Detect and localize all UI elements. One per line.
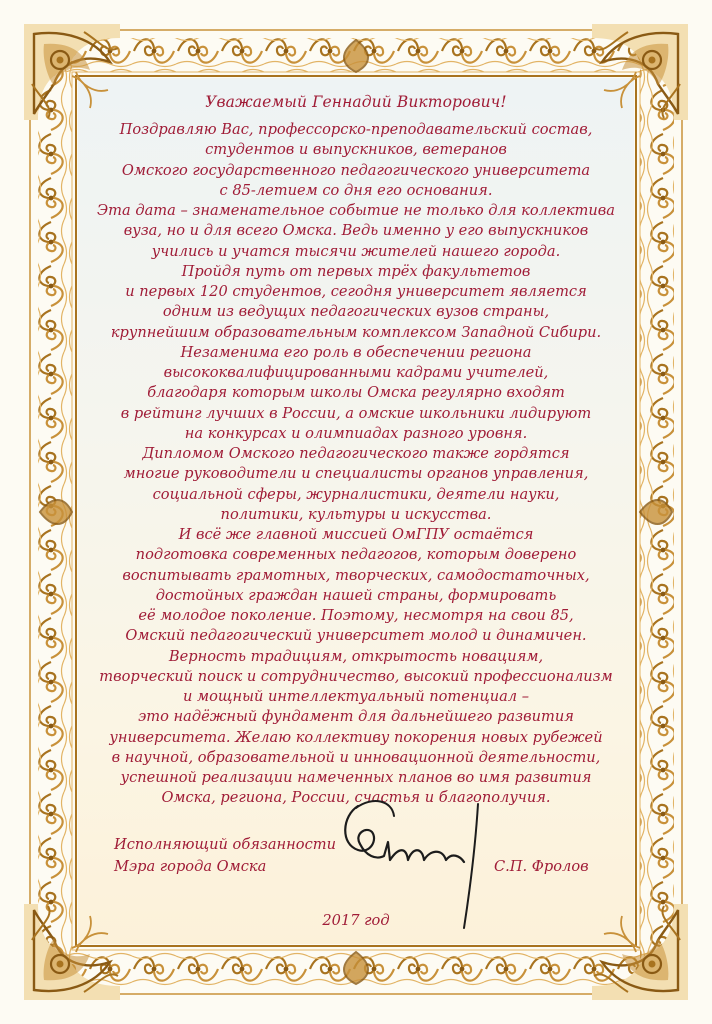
letter-line: Омский педагогический университет молод и динамичен. bbox=[125, 627, 587, 645]
letter-line: Пройдя путь от первых трёх факультетов bbox=[181, 262, 531, 280]
letter-line: благодаря которым школы Омска регулярно входят bbox=[147, 384, 565, 402]
letter-greeting: Уважаемый Геннадий Викторович! bbox=[205, 93, 507, 111]
letter-line: Омска, региона, России, счастья и благополучия. bbox=[161, 789, 551, 807]
letter-line: одним из ведущих педагогических вузов страны, bbox=[162, 303, 550, 321]
letter-line: политики, культуры и искусства. bbox=[220, 505, 492, 523]
letter-line: Поздравляю Вас, профессорско-преподавательский состав, bbox=[119, 121, 593, 138]
letter-line: достойных граждан нашей страны, формировать bbox=[155, 586, 557, 604]
signatory-title-line1: Исполняющий обязанности bbox=[114, 836, 336, 853]
letter-line: это надёжный фундамент для дальнейшего развития bbox=[138, 708, 574, 726]
letter-line: Дипломом Омского педагогического также гордятся bbox=[142, 445, 570, 462]
letter-content bbox=[84, 92, 628, 809]
letter-line: крупнейшим образовательным комплексом Западной Сибири. bbox=[110, 323, 602, 341]
letter-line: и мощный интеллектуальный потенциал – bbox=[182, 688, 530, 705]
letter-line: учились и учатся тысячи жителей нашего города. bbox=[151, 242, 561, 260]
letter-line: вуза, но и для всего Омска. Ведь именно у его выпускников bbox=[123, 222, 589, 240]
letter-line: в рейтинг лучших в России, а омские школьники лидируют bbox=[120, 404, 592, 422]
letter-line: успешной реализации намеченных планов во имя развития bbox=[120, 769, 592, 786]
letter-line: на конкурсах и олимпиадах разного уровня. bbox=[184, 424, 528, 442]
signatory-title-line2: Мэра города Омска bbox=[114, 858, 267, 875]
signatory-name: С.П. Фролов bbox=[494, 858, 589, 875]
letter-line: в научной, образовательной и инновационной деятельности, bbox=[111, 748, 601, 766]
letter-year: 2017 год bbox=[322, 912, 390, 929]
letter-line: социальной сферы, журналистики, деятели науки, bbox=[152, 485, 560, 503]
letter-line: многие руководители и специалисты органов управления, bbox=[123, 465, 589, 483]
letter-line: университета. Желаю коллективу покорения новых рубежей bbox=[109, 728, 603, 746]
letter-line: студентов и выпускников, ветеранов bbox=[205, 141, 507, 159]
letter-line: подготовка современных педагогов, которым доверено bbox=[135, 546, 577, 564]
signatory-title bbox=[114, 834, 336, 878]
letter-line: и первых 120 студентов, сегодня университет является bbox=[125, 283, 587, 300]
letter-line: Верность традициям, открытость новациям, bbox=[168, 647, 544, 665]
letter-line: воспитывать грамотных, творческих, самодостаточных, bbox=[122, 566, 590, 584]
letter-line: её молодое поколение. Поэтому, несмотря на свои 85, bbox=[138, 607, 574, 624]
letter-line: Незаменима его роль в обеспечении региона bbox=[180, 343, 532, 361]
letter-line: Омского государственного педагогического университета bbox=[121, 161, 591, 179]
letter-line: высококвалифицированными кадрами учителей, bbox=[163, 364, 549, 381]
letter-line: Эта дата – знаменательное событие не только для коллектива bbox=[97, 202, 615, 219]
letter-line: И всё же главной миссией ОмГПУ остаётся bbox=[178, 526, 534, 543]
letter-line: с 85-летием со дня его основания. bbox=[219, 181, 493, 199]
letter-line: творческий поиск и сотрудничество, высокий профессионализм bbox=[99, 667, 613, 685]
letter-body bbox=[84, 120, 628, 809]
